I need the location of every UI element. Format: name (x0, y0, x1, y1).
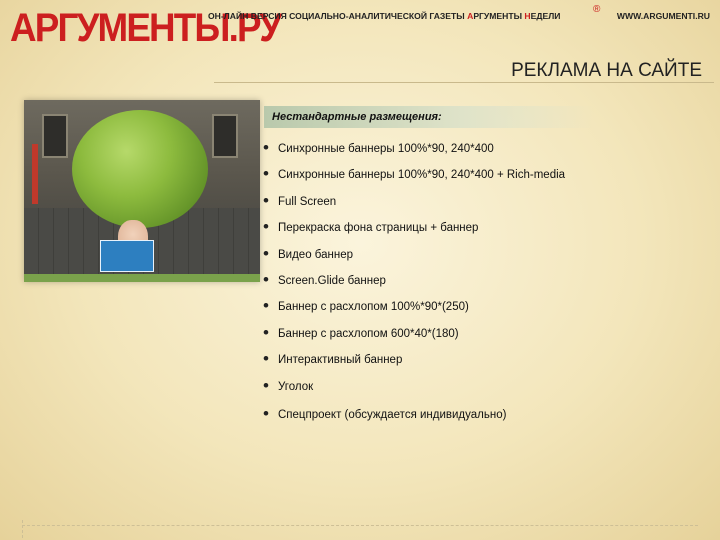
list-item (263, 323, 565, 349)
bullet-icon: • (263, 349, 269, 369)
list-item-label: Screen.Glide баннер (278, 274, 386, 287)
tagline-mid: РГУМЕНТЫ (473, 11, 525, 21)
list-item (263, 138, 565, 164)
list-item-label: Баннер с расхлопом 600*40*(180) (278, 327, 459, 340)
list-item-label: Спецпроект (обсуждается индивидуально) (278, 408, 507, 421)
photo-window (42, 114, 68, 158)
bullet-icon: • (263, 322, 269, 342)
header-tagline (208, 11, 598, 21)
site-url-link[interactable]: WWW.ARGUMENTI.RU (616, 11, 710, 21)
list-item-label: Синхронные баннеры 100%*90, 240*400 + Rich-media (278, 169, 566, 182)
list-item-label: Перекраска фона страницы + баннер (278, 222, 479, 235)
list-item-label: Видео баннер (278, 248, 354, 261)
bush-photo-icon (24, 100, 260, 282)
photo-red-banner (32, 144, 38, 204)
tagline-letter-n: Н (524, 11, 531, 21)
tagline-end: ЕДЕЛИ (530, 11, 561, 21)
photo-grass (24, 274, 260, 282)
footer-divider (22, 525, 698, 526)
bullet-icon: • (263, 164, 269, 184)
placement-list (263, 138, 565, 430)
bullet-icon: • (263, 296, 269, 316)
list-item (263, 191, 565, 217)
list-item (263, 296, 565, 322)
list-item (263, 164, 565, 190)
list-item-label: Интерактивный баннер (278, 354, 403, 367)
photo-bush (72, 110, 208, 228)
bullet-icon: • (263, 138, 269, 157)
bullet-icon: • (263, 269, 269, 289)
bullet-icon: • (263, 243, 269, 263)
list-item-label: Уголок (278, 380, 314, 393)
page-title: РЕКЛАМА НА САЙТЕ (511, 60, 702, 81)
argumenty-logo[interactable]: АРГУМЕНТЫ.РУ (10, 6, 281, 50)
photo-window (212, 114, 238, 158)
tagline-prefix: ОН-ЛАЙН ВЕРСИЯ СОЦИАЛЬНО-АНАЛИТИЧЕСКОЙ ГАЗЕТЫ (208, 11, 468, 21)
header-divider (214, 82, 714, 83)
list-item (263, 244, 565, 270)
bullet-icon: • (263, 403, 269, 423)
registered-mark-icon: ® (593, 4, 601, 15)
list-item-label: Синхронные баннеры 100%*90, 240*400 (278, 143, 494, 155)
bullet-icon: • (263, 217, 269, 237)
photo-sign (100, 240, 154, 272)
list-item-label: Full Screen (278, 195, 337, 208)
bullet-icon: • (263, 375, 269, 395)
bullet-icon: • (263, 190, 269, 210)
list-item (263, 404, 565, 430)
list-item (263, 376, 565, 402)
list-item (263, 270, 565, 296)
section-subheader: Нестандартные размещения: (264, 106, 594, 128)
corner-divider (22, 520, 24, 538)
list-item (263, 349, 565, 375)
tagline-letter-a: А (467, 11, 474, 21)
list-item-label: Баннер с расхлопом 100%*90*(250) (278, 301, 469, 314)
list-item (263, 217, 565, 243)
